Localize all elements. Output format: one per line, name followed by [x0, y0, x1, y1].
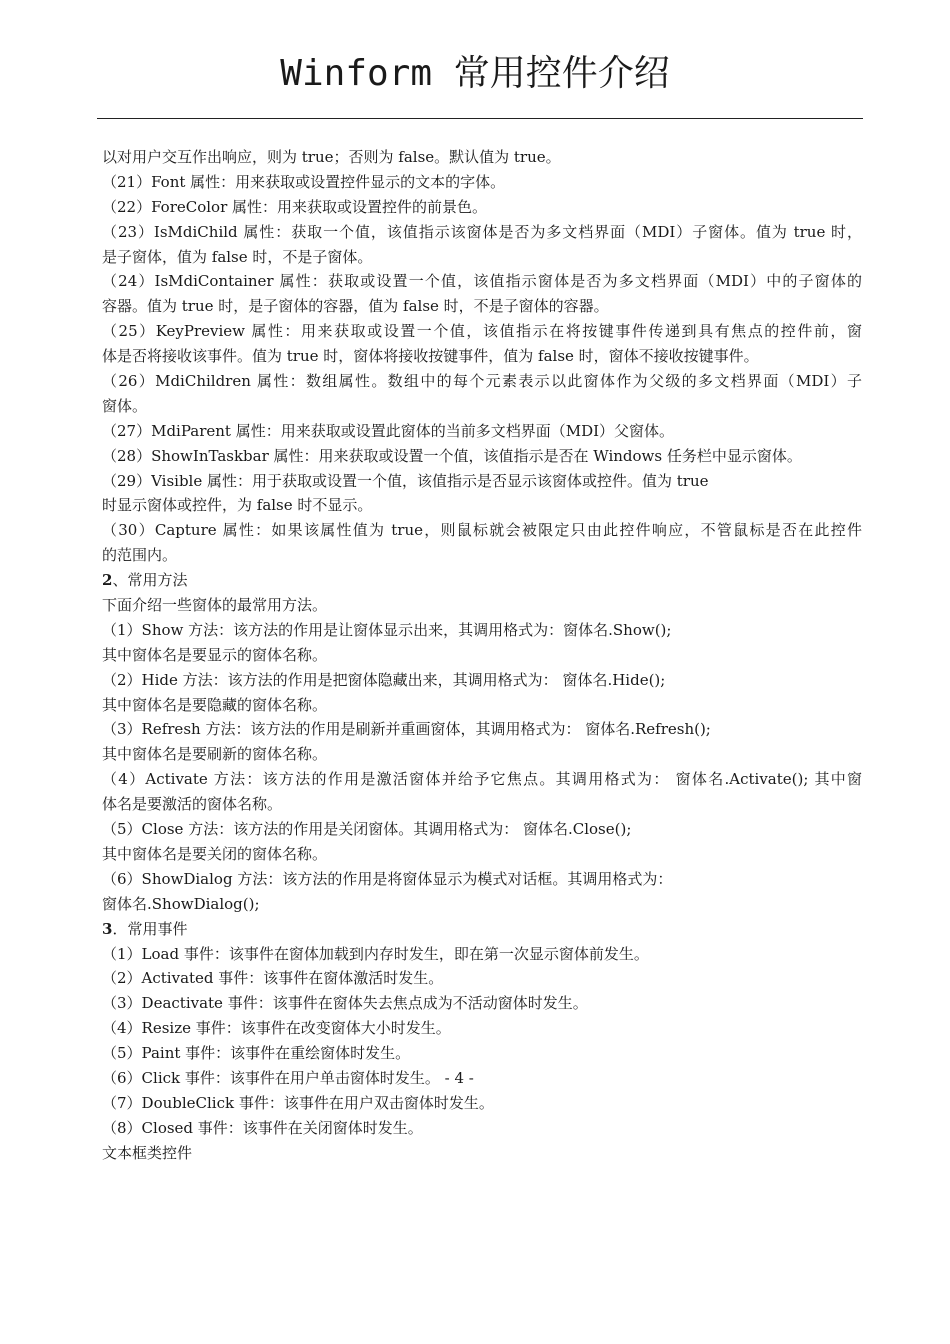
- text-line: 的范围内。: [102, 546, 178, 565]
- text-line: 其中窗体名是要刷新的窗体名称。: [102, 745, 328, 764]
- page-header-title: Winform 常用控件介绍: [280, 53, 670, 94]
- text-line: （25）KeyPreview 属性：用来获取或设置一个值，该值指示在将按键事件传递到具有焦点的控件前，窗: [102, 322, 862, 341]
- text-line: 以对用户交互作出响应，则为 true；否则为 false。默认值为 true。: [102, 148, 561, 166]
- text-line: （21）Font 属性：用来获取或设置控件显示的文本的字体。: [102, 172, 506, 191]
- document-body: [102, 145, 862, 1166]
- text-line: （8）Closed 事件：该事件在关闭窗体时发生。: [102, 1118, 423, 1137]
- text-line: 其中窗体名是要显示的窗体名称。: [102, 645, 328, 664]
- text-line: （7）DoubleClick 事件：该事件在用户双击窗体时发生。: [102, 1093, 494, 1112]
- text-line: （5）Paint 事件：该事件在重绘窗体时发生。: [102, 1044, 411, 1063]
- header-divider: [97, 118, 863, 119]
- text-line: （28）ShowInTaskbar 属性：用来获取或设置一个值，该值指示是否在 Windows 任务栏中显示窗体。: [102, 446, 802, 465]
- section-heading-text: 、常用方法: [112, 571, 188, 590]
- text-line: （6）Click 事件：该事件在用户单击窗体时发生。 - 4 -: [102, 1068, 474, 1087]
- text-line: （3）Deactivate 事件：该事件在窗体失去焦点成为不活动窗体时发生。: [102, 994, 588, 1013]
- text-line: （2）Hide 方法：该方法的作用是把窗体隐藏出来，其调用格式为： 窗体名.Hide();: [102, 670, 666, 689]
- text-line: 文本框类控件: [102, 1143, 193, 1162]
- text-line: （5）Close 方法：该方法的作用是关闭窗体。其调用格式为： 窗体名.Close();: [102, 820, 632, 839]
- text-line: （30）Capture 属性：如果该属性值为 true，则鼠标就会被限定只由此控件响应，不管鼠标是否在此控件: [102, 521, 862, 540]
- text-line: 体是否将接收该事件。值为 true 时，窗体将接收按键事件，值为 false 时，窗体不接收按键事件。: [102, 347, 759, 366]
- section-heading-text: ．常用事件: [112, 919, 188, 938]
- text-line: （3）Refresh 方法：该方法的作用是刷新并重画窗体，其调用格式为： 窗体名.Refresh();: [102, 720, 711, 739]
- text-line: 时显示窗体或控件，为 false 时不显示。: [102, 496, 373, 515]
- text-line: （24）IsMdiContainer 属性：获取或设置一个值，该值指示窗体是否为多文档界面（MDI）中的子窗体的: [102, 272, 862, 291]
- text-line: 下面介绍一些窗体的最常用方法。: [102, 596, 328, 615]
- text-line: 其中窗体名是要隐藏的窗体名称。: [102, 695, 328, 714]
- text-line: （1）Show 方法：该方法的作用是让窗体显示出来，其调用格式为：窗体名.Show();: [102, 620, 672, 639]
- section-number: 2: [102, 571, 113, 590]
- text-line: （26）MdiChildren 属性：数组属性。数组中的每个元素表示以此窗体作为父级的多文档界面（MDI）子: [102, 372, 862, 391]
- text-line: （6）ShowDialog 方法：该方法的作用是将窗体显示为模式对话框。其调用格式为：: [102, 869, 673, 888]
- text-line: 其中窗体名是要关闭的窗体名称。: [102, 844, 328, 863]
- text-line: 窗体名.ShowDialog();: [102, 894, 260, 913]
- text-line: （29）Visible 属性：用于获取或设置一个值，该值指示是否显示该窗体或控件。值为 true: [102, 471, 709, 490]
- text-line: [102, 568, 862, 593]
- text-line: （27）MdiParent 属性：用来获取或设置此窗体的当前多文档界面（MDI）父窗体。: [102, 421, 675, 440]
- text-line: （23）IsMdiChild 属性：获取一个值，该值指示该窗体是否为多文档界面（MDI）子窗体。值为 true 时，: [102, 222, 862, 241]
- text-line: （1）Load 事件：该事件在窗体加载到内存时发生，即在第一次显示窗体前发生。: [102, 944, 649, 963]
- text-line: [102, 917, 862, 942]
- text-line: （4）Resize 事件：该事件在改变窗体大小时发生。: [102, 1019, 451, 1038]
- text-line: （2）Activated 事件：该事件在窗体激活时发生。: [102, 969, 444, 988]
- text-line: 容器。值为 true 时，是子窗体的容器，值为 false 时，不是子窗体的容器。: [102, 297, 609, 316]
- section-number: 3: [102, 919, 113, 938]
- text-line: 窗体。: [102, 396, 148, 415]
- text-line: （4）Activate 方法：该方法的作用是激活窗体并给予它焦点。其调用格式为： 窗体名.Activate(); 其中窗: [102, 770, 862, 789]
- text-line: 是子窗体，值为 false 时，不是子窗体。: [102, 247, 373, 266]
- text-line: 体名是要激活的窗体名称。: [102, 795, 283, 814]
- text-line: （22）ForeColor 属性：用来获取或设置控件的前景色。: [102, 197, 488, 216]
